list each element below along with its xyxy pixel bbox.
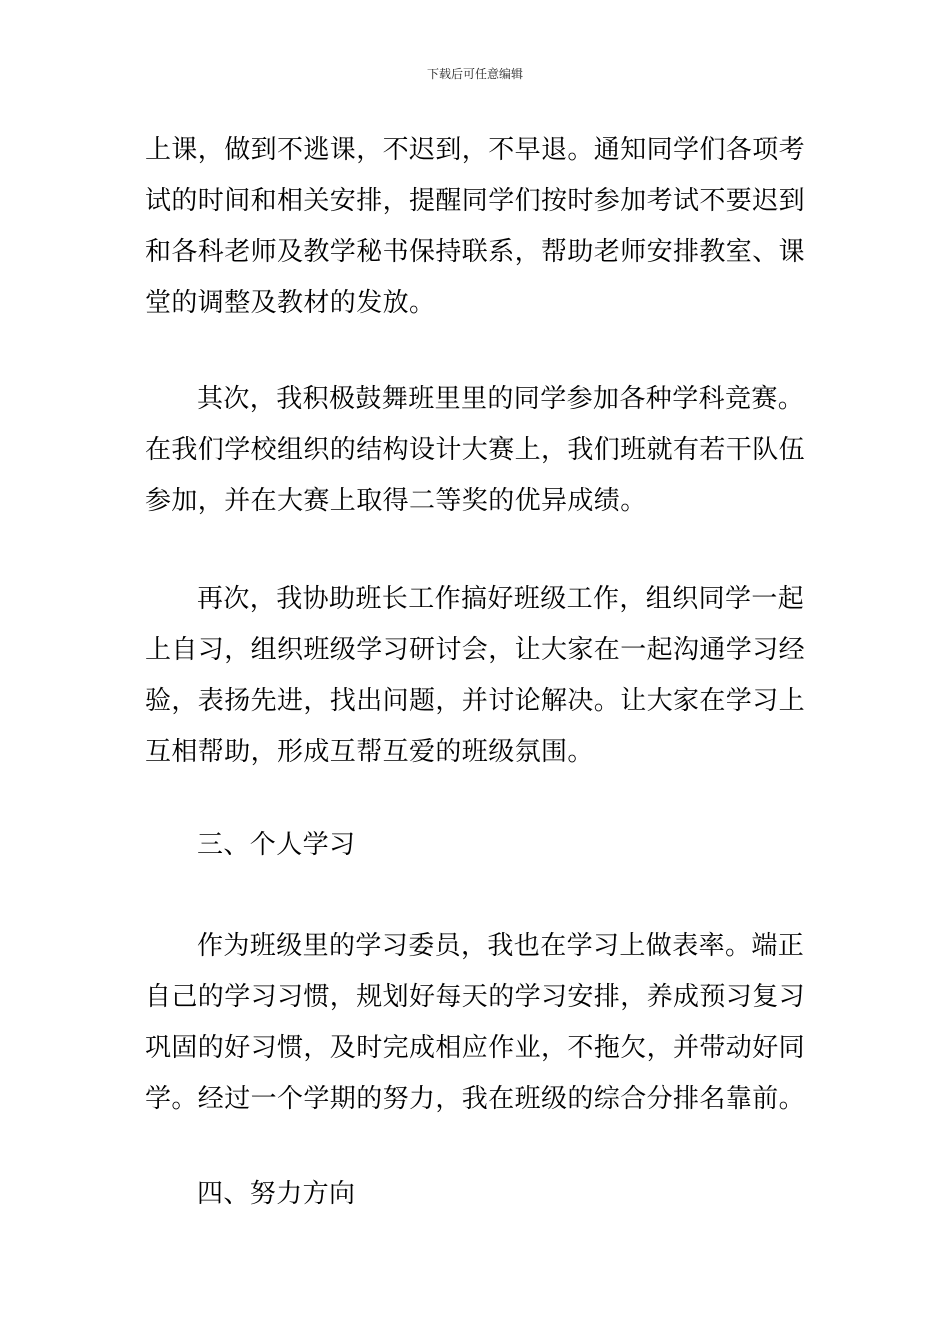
- paragraph-line: 其次，我积极鼓舞班里里的同学参加各种学科竞赛。: [197, 384, 805, 414]
- paragraph-personal-study: [145, 921, 810, 1125]
- paragraph-line: 上自习，组织班级学习研讨会，让大家在一起沟通学习经: [145, 635, 806, 665]
- paragraph-line: 和各科老师及教学秘书保持联系，帮助老师安排教室、课: [145, 237, 806, 267]
- paragraph-line: 再次，我协助班长工作搞好班级工作，组织同学一起: [197, 584, 805, 614]
- paragraph-line: 试的时间和相关安排，提醒同学们按时参加考试不要迟到: [145, 186, 806, 216]
- paragraph-line: 作为班级里的学习委员，我也在学习上做表率。端正: [197, 931, 805, 961]
- paragraph-line: 上课，做到不逃课，不迟到，不早退。通知同学们各项考: [145, 135, 806, 165]
- paragraph-line: 在我们学校组织的结构设计大赛上，我们班就有若干队伍: [145, 435, 806, 465]
- section-heading-personal-study: [145, 820, 810, 871]
- paragraph-line: 学。经过一个学期的努力，我在班级的综合分排名靠前。: [145, 1084, 806, 1114]
- paragraph-class-work: [145, 574, 810, 778]
- header-note: 下载后可任意编辑: [426, 67, 523, 81]
- paragraph-line: 互相帮助，形成互帮互爱的班级氛围。: [145, 737, 594, 767]
- section-heading: 三、个人学习: [197, 830, 356, 860]
- paragraph-line: 参加，并在大赛上取得二等奖的优异成绩。: [145, 486, 647, 516]
- paragraph-line: 堂的调整及教材的发放。: [145, 288, 436, 318]
- paragraph-competitions: [145, 374, 810, 527]
- paragraph-line: 巩固的好习惯，及时完成相应作业，不拖欠，并带动好同: [145, 1033, 806, 1063]
- paragraph-attendance: [145, 125, 810, 329]
- paragraph-line: 验，表扬先进，找出问题，并讨论解决。让大家在学习上: [145, 686, 806, 716]
- paragraph-line: 自己的学习习惯，规划好每天的学习安排，养成预习复习: [145, 982, 806, 1012]
- section-heading: 四、努力方向: [197, 1179, 356, 1209]
- section-heading-direction: [145, 1169, 810, 1220]
